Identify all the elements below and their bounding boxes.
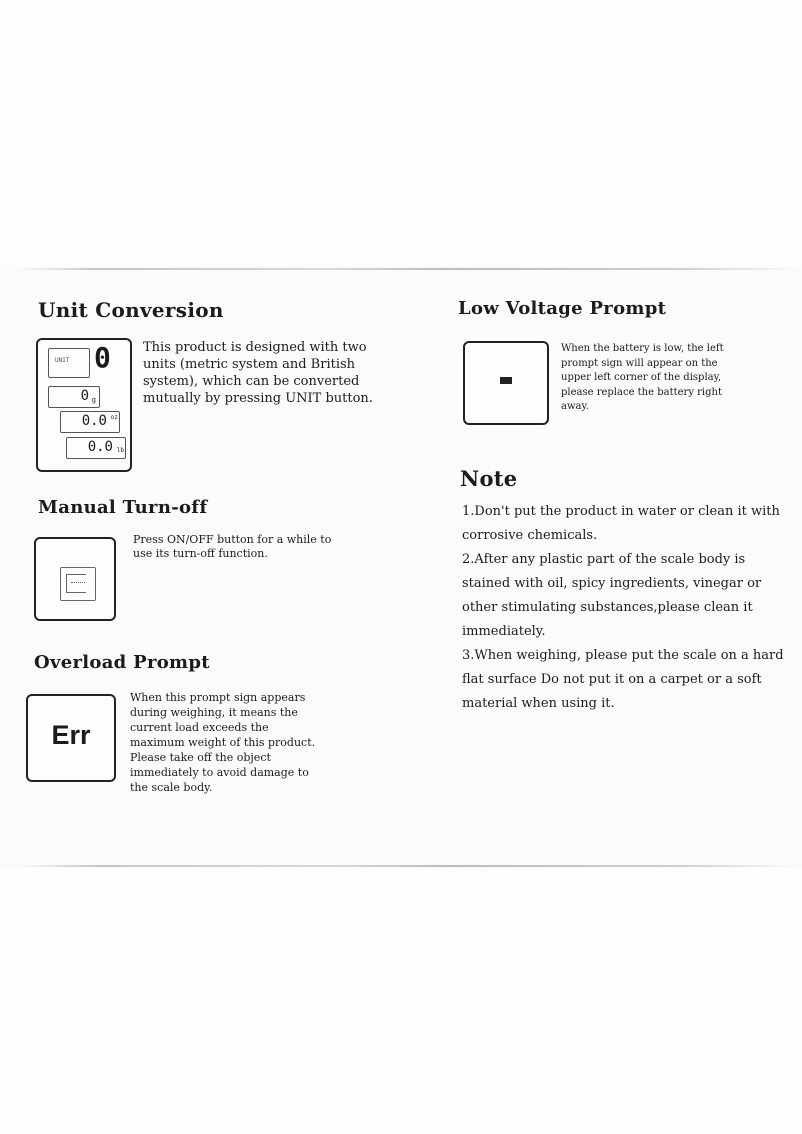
note-title: Note — [460, 466, 518, 491]
page-bottom-edge — [18, 865, 798, 867]
overload-title: Overload Prompt — [34, 652, 210, 673]
note-list — [462, 500, 797, 716]
gram-readout: 0 g — [48, 386, 100, 408]
turnoff-display — [34, 537, 116, 621]
unit-conversion-title: Unit Conversion — [38, 298, 224, 322]
page-top-edge — [18, 268, 798, 270]
overload-display — [26, 694, 116, 782]
note-item: 1.Don't put the product in water or clean it with corrosive chemicals. — [462, 504, 780, 543]
overload-text: When this prompt sign appears during weighing, it means the current load exceeds the maximum weight of this product. Please take off the object immediately to avoid damage to the scale body. — [130, 691, 316, 795]
power-symbol-icon — [60, 567, 96, 601]
low-battery-icon — [500, 377, 512, 384]
manual-turnoff-text: Press ON/OFF button for a while to use its turn-off function. — [133, 533, 332, 561]
unit-button-icon — [48, 348, 90, 378]
ounce-readout: 0.0 oz — [60, 411, 120, 433]
pound-readout: 0.0 lb — [66, 437, 126, 459]
note-item: 2.After any plastic part of the scale body is stained with oil, spicy ingredients, vinegar or other stimulating substances,please clean it immediately. — [462, 552, 762, 639]
main-digit: 0 — [94, 341, 111, 374]
manual-turnoff-title: Manual Turn-off — [38, 497, 208, 518]
low-voltage-title: Low Voltage Prompt — [458, 298, 667, 319]
note-item: 3.When weighing, please put the scale on a hard flat surface Do not put it on a carpet or a soft material when using it. — [462, 648, 784, 711]
low-voltage-text: When the battery is low, the left prompt sign will appear on the upper left corner of the display, please replace the battery right away. — [561, 343, 724, 412]
unit-conversion-text: This product is designed with two units (metric system and British system), which can be converted mutually by pressing UNIT button. — [143, 340, 373, 406]
low-voltage-display — [463, 341, 549, 425]
unit-label: UNIT — [55, 357, 70, 364]
err-text: Err — [51, 720, 91, 750]
unit-conversion-display — [36, 338, 132, 472]
